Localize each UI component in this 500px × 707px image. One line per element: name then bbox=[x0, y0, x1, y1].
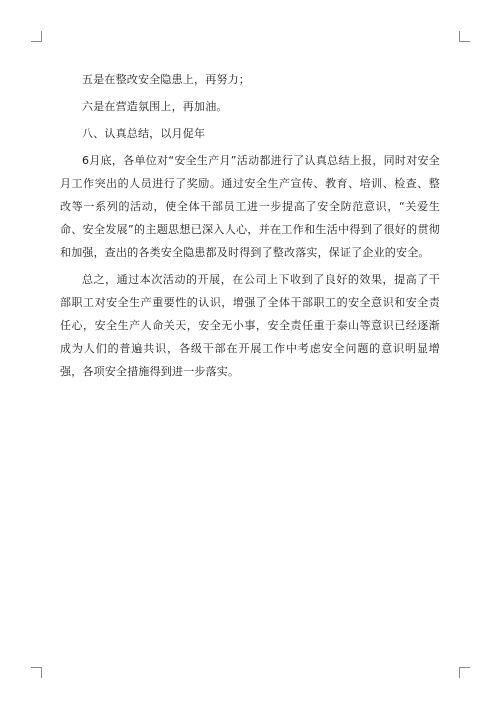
crop-mark-top-left bbox=[31, 31, 42, 42]
paragraph-conclusion: 总之，通过本次活动的开展，在公司上下收到了良好的效果，提高了干部职工对安全生产重要性的认识，增强了全体干部职工的安全意识和安全责任心，安全生产人命关天，安全无小事，安全责任重于泰山等意识已经逐渐成为人们的普遍共识，各级干部在开展工作中考虑安全问题的意识明显增强，各项安全措施得到进一步落实。 bbox=[60, 273, 440, 378]
crop-mark-top-right bbox=[459, 31, 470, 42]
crop-mark-bottom-left bbox=[31, 667, 42, 678]
paragraph-summary-june: 6月底，各单位对“安全生产月”活动都进行了认真总结上报，同时对安全月工作突出的人员进行了奖励。通过安全生产宣传、教育、培训、检查、整改等一系列的活动，使全体干部员工进一步提高了安全防范意识，“关爱生命、安全发展”的主题思想已深入人心，并在工作和生活中得到了很好的贯彻和加强，查出的各类安全隐患都及时得到了整改落实，保证了企业的安全。 bbox=[60, 154, 440, 259]
paragraph-item-6: 六是在营造氛围上，再加油。 bbox=[82, 100, 228, 113]
document-body bbox=[60, 68, 440, 383]
section-heading: 八、认真总结，以月促年 bbox=[82, 127, 206, 140]
crop-mark-bottom-right bbox=[459, 667, 470, 678]
paragraph-item-5: 五是在整改安全隐患上，再努力； bbox=[82, 73, 250, 86]
